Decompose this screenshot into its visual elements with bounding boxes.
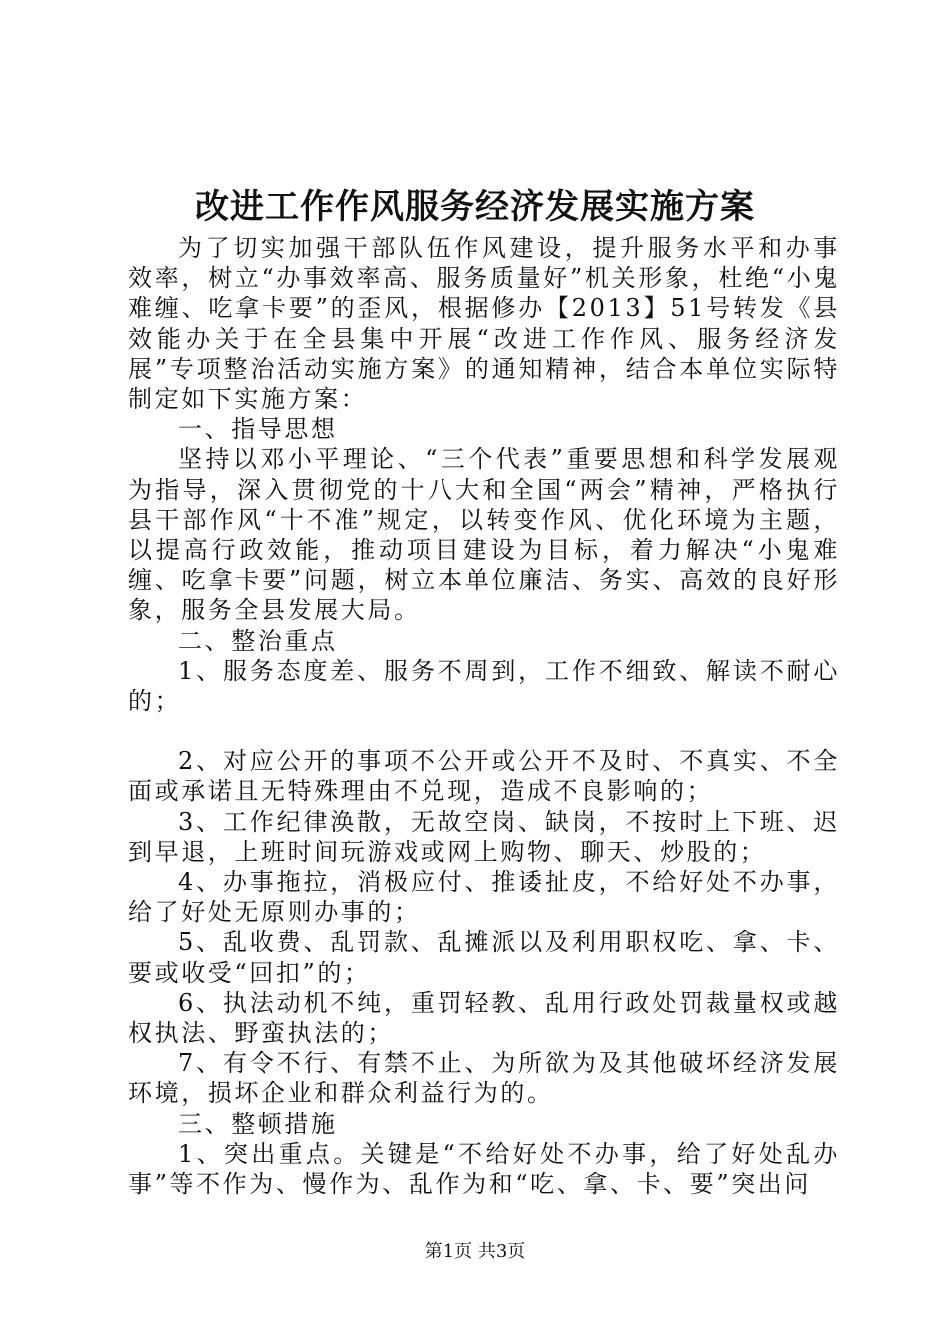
key-issue-item: 2、对应公开的事项不公开或公开不及时、不真实、不全面或承诺且无特殊理由不兑现，造成不良影响的； xyxy=(128,747,840,806)
document-title: 改进工作作风服务经济发展实施方案 xyxy=(195,187,755,227)
section-heading-key-issues: 二、整治重点 xyxy=(178,626,338,655)
measure-item: 1、突出重点。关键是“不给好处不办事，给了好处乱办事”等不作为、慢作为、乱作为和“吃、拿、卡、要”突出问 xyxy=(128,1139,840,1199)
key-issue-item: 6、执法动机不纯，重罚轻教、乱用行政处罚裁量权或越权执法、野蛮执法的； xyxy=(128,988,840,1048)
blank-line xyxy=(128,716,840,746)
section-heading-measures: 三、整顿措施 xyxy=(178,1109,338,1138)
key-issue-item: 3、工作纪律涣散，无故空岗、缺岗，不按时上下班、迟到早退，上班时间玩游戏或网上购物、聊天、炒股的； xyxy=(128,807,840,866)
document-body xyxy=(128,233,840,1199)
intro-paragraph: 为了切实加强干部队伍作风建设，提升服务水平和办事效率，树立“办事效率高、服务质量好”机关形象，杜绝“小鬼难缠、吃拿卡要”的歪风，根据修办【2013】51号转发《县效能办关于在全县集中开展“改进工作作风、服务经济发展”专项整治活动实施方案》的通知精神，结合本单位实际特制定如下实施方案： xyxy=(128,234,840,414)
key-issue-item: 5、乱收费、乱罚款、乱摊派以及利用职权吃、拿、卡、要或收受“回扣”的； xyxy=(128,928,840,987)
key-issue-item: 1、服务态度差、服务不周到，工作不细致、解读不耐心的； xyxy=(128,656,840,716)
guiding-ideology-paragraph: 坚持以邓小平理论、“三个代表”重要思想和科学发展观为指导，深入贯彻党的十八大和全国“两会”精神，严格执行县干部作风“十不准”规定，以转变作风、优化环境为主题，以提高行政效能，推动项目建设为目标，着力解决“小鬼难缠、吃拿卡要”问题，树立本单位廉洁、务实、高效的良好形象，服务全县发展大局。 xyxy=(128,445,840,625)
page-footer: 第1页 共3页 xyxy=(424,1241,526,1262)
key-issue-item: 7、有令不行、有禁不止、为所欲为及其他破坏经济发展环境，损坏企业和群众利益行为的。 xyxy=(128,1049,840,1108)
key-issue-item: 4、办事拖拉，消极应付、推诿扯皮，不给好处不办事，给了好处无原则办事的； xyxy=(128,868,840,927)
section-heading-guiding-ideology: 一、指导思想 xyxy=(178,415,338,444)
